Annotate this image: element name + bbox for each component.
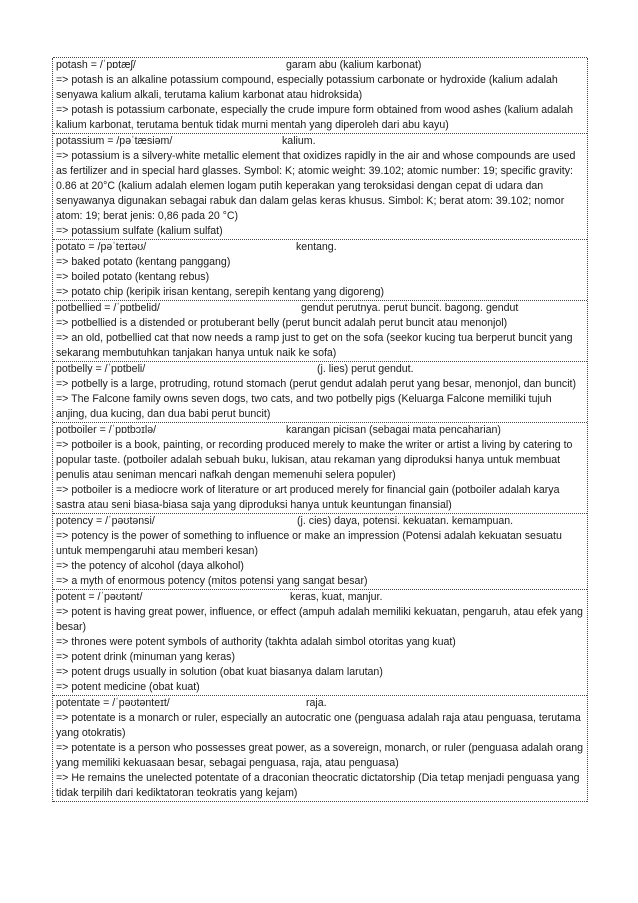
entry-example-line: => potboiler is a mediocre work of literature or art produced merely for financial gain (potboiler adalah karya sastra atau seni biasa-biasa saja yang diproduksi hanya untuk keuntungan finansial) (56, 484, 560, 511)
entry-example-line: => potash is an alkaline potassium compound, especially potassium carbonate or hydroxide (kalium adalah senyawa kalium alkali, terutama kalium karbonat atau hidroksida) (56, 74, 558, 101)
entry-heading (56, 590, 585, 605)
entry-example-line: => He remains the unelected potentate of a draconian theocratic dictatorship (Dia tetap menjadi penguasa yang tidak terpilih dari kediktatoran teokratis yang kejam) (56, 772, 580, 799)
entry-heading (56, 362, 585, 377)
entry-term: potency = /ˈpəʊtənsi/ (56, 515, 155, 527)
entry-example-line: => potency is the power of something to influence or make an impression (Potensi adalah kekuatan sesuatu untuk mempengaruhi atau memberi kesan) (56, 530, 562, 557)
entry-example-line: => potassium is a silvery-white metallic element that oxidizes rapidly in the air and whose compounds are used as fertilizer and in special hard glasses. Symbol: K; atomic weight: 39.102; atomic number: 19; specific gravity: 0.86 at 20°C (kalium adalah elemen logam putih keperakan yang teroksidasi dengan cepat di udara dan senyawanya digunakan sebagai rabuk dan dalam gelas keras khusus. Simbol: K; berat atom: 39.102; nomor atom: 19; berat jenis: 0,86 pada 20 °C) (56, 150, 576, 222)
entry-meaning: keras, kuat, manjur. (290, 591, 383, 603)
entry-term: potassium = /pəˈtæsiəm/ (56, 135, 173, 147)
entry-example-line: => potbelly is a large, protruding, rotund stomach (perut gendut adalah perut yang besar, menonjol, dan buncit) (56, 378, 577, 390)
entry-example-line: => thrones were potent symbols of authority (takhta adalah simbol otoritas yang kuat) (56, 636, 456, 648)
dictionary-entry (53, 300, 587, 362)
entry-example-line: => the potency of alcohol (daya alkohol) (56, 560, 244, 572)
dictionary-entry (53, 239, 587, 301)
entry-example-line: => potentate is a person who possesses great power, as a sovereign, monarch, or ruler (penguasa adalah orang yang memiliki kekuasaan besar, sebagai penguasa, raja, atau penguasa) (56, 742, 584, 769)
dictionary-entry (53, 361, 587, 423)
entry-heading (56, 696, 585, 711)
entry-heading (56, 134, 585, 149)
entry-example-line: => potent is having great power, influence, or effect (ampuh adalah memiliki kekuatan, pengaruh, atau efek yang besar) (56, 606, 583, 633)
entry-term: potbellied = /ˈpɒtbelid/ (56, 302, 160, 314)
entry-example-line: => baked potato (kentang panggang) (56, 256, 231, 268)
entry-example-line: => potbellied is a distended or protuberant belly (perut buncit adalah perut buncit atau menonjol) (56, 317, 508, 329)
entry-meaning: (j. lies) perut gendut. (317, 363, 414, 375)
entry-meaning: (j. cies) daya, potensi. kekuatan. kemampuan. (297, 515, 514, 527)
dictionary-entry (53, 133, 587, 240)
entry-meaning: raja. (306, 697, 327, 709)
entry-meaning: kentang. (296, 241, 337, 253)
entry-heading (56, 301, 585, 316)
dictionary-entry (53, 513, 587, 590)
entry-meaning: garam abu (kalium karbonat) (286, 59, 422, 71)
dictionary-entries (52, 58, 588, 802)
entry-term: potent = /ˈpəʊtənt/ (56, 591, 143, 603)
entry-example-line: => an old, potbellied cat that now needs a ramp just to get on the sofa (seekor kucing tua berperut buncit yang sekarang membutuhkan tanjakan hanya untuk naik ke sofa) (56, 332, 573, 359)
dictionary-entry (53, 695, 587, 802)
entry-meaning: gendut perutnya. perut buncit. bagong. gendut (301, 302, 519, 314)
entry-heading (56, 514, 585, 529)
entry-example-line: => potassium sulfate (kalium sulfat) (56, 225, 223, 237)
entry-example-line: => The Falcone family owns seven dogs, two cats, and two potbelly pigs (Keluarga Falcone memiliki tujuh anjing, dua kucing, dan dua babi perut buncit) (56, 393, 552, 420)
entry-meaning: karangan picisan (sebagai mata pencaharian) (286, 424, 501, 436)
entry-example-line: => potash is potassium carbonate, especially the crude impure form obtained from wood ashes (kalium adalah kalium karbonat, terutama bentuk tidak murni mentah yang diperoleh dari abu kayu) (56, 104, 574, 131)
entry-example-line: => potent drugs usually in solution (obat kuat biasanya dalam larutan) (56, 666, 383, 678)
dictionary-entry (53, 589, 587, 696)
entry-example-line: => boiled potato (kentang rebus) (56, 271, 210, 283)
entry-heading (56, 58, 585, 73)
dictionary-entry (53, 57, 587, 134)
entry-example-line: => potent drink (minuman yang keras) (56, 651, 236, 663)
entry-heading (56, 240, 585, 255)
entry-term: potato = /pəˈteɪtəʊ/ (56, 241, 147, 253)
entry-term: potboiler = /ˈpɒtbɔɪlə/ (56, 424, 157, 436)
entry-example-line: => potato chip (keripik irisan kentang, serepih kentang yang digoreng) (56, 286, 385, 298)
entry-heading (56, 423, 585, 438)
entry-term: potbelly = /ˈpɒtbeli/ (56, 363, 146, 375)
entry-term: potentate = /ˈpəʊtənteɪt/ (56, 697, 170, 709)
dictionary-entry (53, 422, 587, 514)
entry-meaning: kalium. (282, 135, 316, 147)
entry-example-line: => potentate is a monarch or ruler, especially an autocratic one (penguasa adalah raja atau penguasa, terutama yang otokratis) (56, 712, 581, 739)
entry-term: potash = /ˈpɒtæʃ/ (56, 59, 136, 71)
entry-example-line: => a myth of enormous potency (mitos potensi yang sangat besar) (56, 575, 368, 587)
entry-example-line: => potboiler is a book, painting, or recording produced merely to make the writer or artist a living by catering to popular taste. (potboiler adalah sebuah buku, lukisan, atau rekaman yang diproduksi hanya untuk membuat penulis atau seniman mencari nafkah dengan memenuhi selera populer) (56, 439, 573, 481)
entry-example-line: => potent medicine (obat kuat) (56, 681, 200, 693)
